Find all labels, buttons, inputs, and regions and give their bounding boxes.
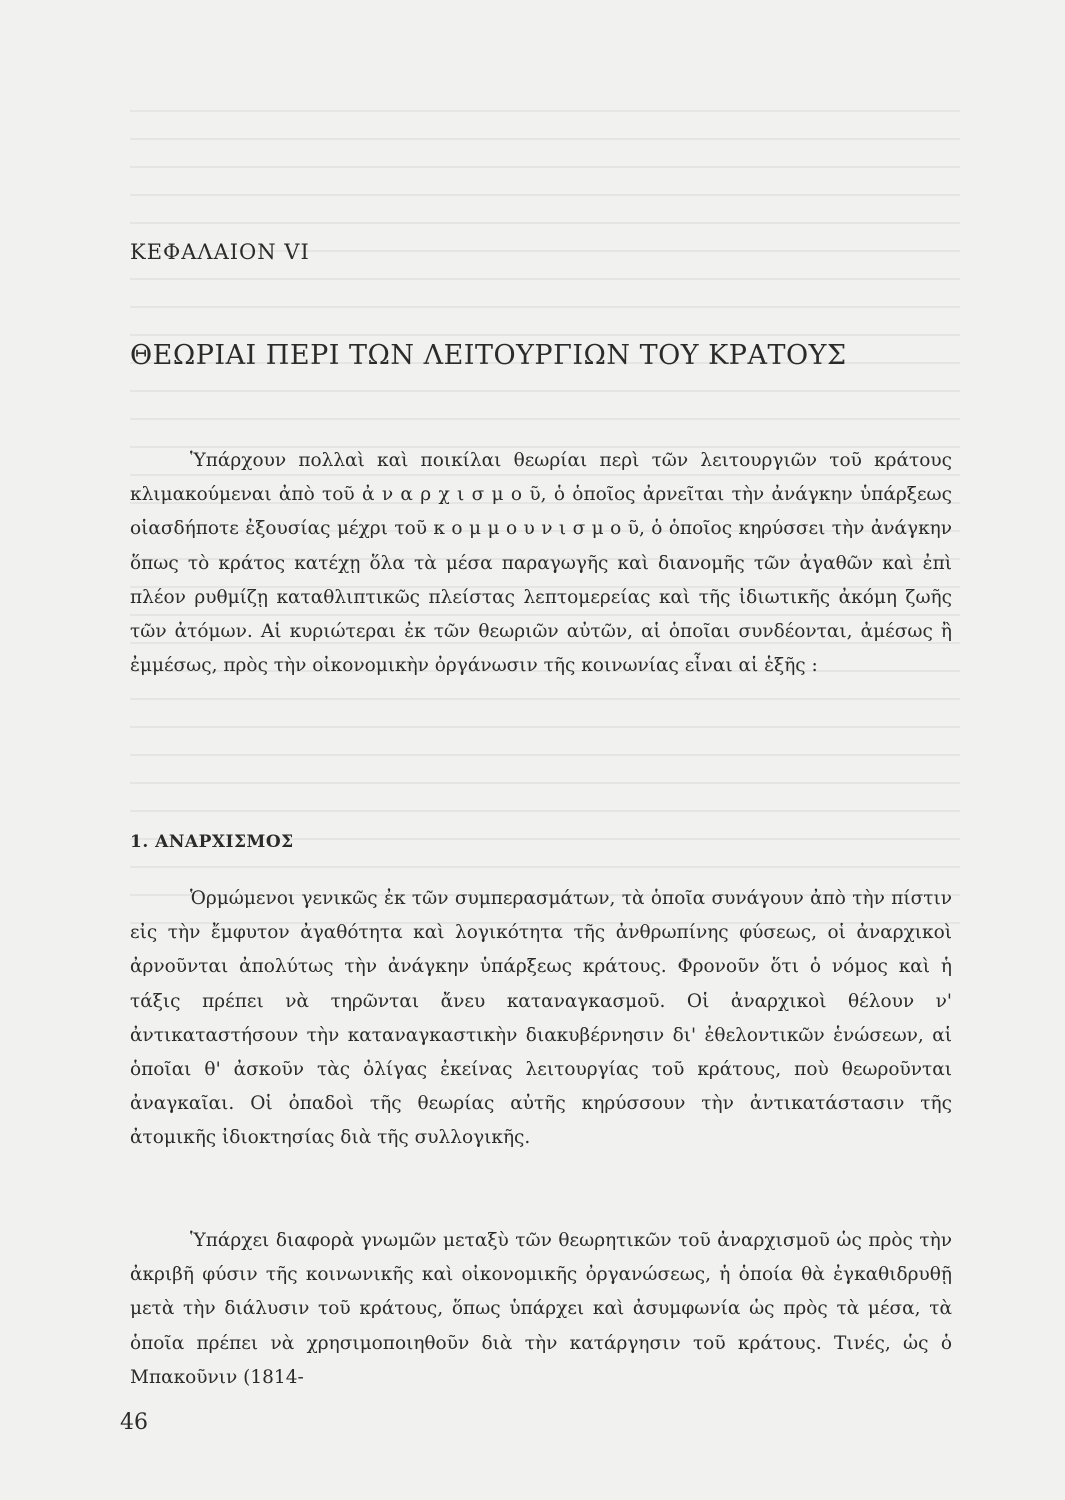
page-number: 46 xyxy=(120,1410,148,1435)
body-paragraph-1-text: Ὁρμώμενοι γενικῶς ἐκ τῶν συμπερασμάτων, τὰ ὁποῖα συνάγουν ἀπὸ τὴν πίστιν εἰς τὴν ἔμφυτον ἀγαθότητα καὶ λογικότητα τῆς ἀνθρωπίνης φύσεως, οἱ ἀναρχικοὶ ἀρνοῦνται ἀπολύτως τὴν ἀνάγκην ὑπάρξεως κράτους. Φρονοῦν ὅτι ὁ νόμος καὶ ἡ τάξις πρέπει νὰ τηρῶνται ἄνευ καταναγκασμοῦ. Οἱ ἀναρχικοὶ θέλουν ν' ἀντικαταστήσουν τὴν καταναγκαστικὴν διακυβέρνησιν δι' ἐθελοντικῶν ἑνώσεων, αἱ ὁποῖαι θ' ἀσκοῦν τὰς ὀλίγας ἐκείνας λειτουργίας τοῦ κράτους, ποὺ θεωροῦνται ἀναγκαῖαι. Οἱ ὀπαδοὶ τῆς θεωρίας αὐτῆς κηρύσσουν τὴν ἀντικατάστασιν τῆς ἀτομικῆς ἰδιοκτησίας διὰ τῆς συλλογικῆς. xyxy=(130,888,952,1149)
intro-paragraph xyxy=(130,444,952,683)
body-paragraph-1 xyxy=(130,882,952,1156)
intro-paragraph-text: Ὑπάρχουν πολλαὶ καὶ ποικίλαι θεωρίαι περὶ τῶν λειτουργιῶν τοῦ κράτους κλιμακούμεναι ἀπὸ τοῦ ἀ ν α ρ χ ι σ μ ο ῦ, ὁ ὁποῖος ἀρνεῖται τὴν ἀνάγκην ὑπάρξεως οἱασδήποτε ἐξουσίας μέχρι τοῦ κ ο μ μ ο υ ν ι σ μ ο ῦ, ὁ ὁποῖος κηρύσσει τὴν ἀνάγκην ὅπως τὸ κράτος κατέχῃ ὅλα τὰ μέσα παραγωγῆς καὶ διανομῆς τῶν ἀγαθῶν καὶ ἐπὶ πλέον ρυθμίζῃ καταθλιπτικῶς πλείστας λεπτομερείας καὶ τῆς ἰδιωτικῆς ἀκόμη ζωῆς τῶν ἀτόμων. Αἱ κυριώτεραι ἐκ τῶν θεωριῶν αὐτῶν, αἱ ὁποῖαι συνδέονται, ἀμέσως ἢ ἐμμέσως, πρὸς τὴν οἰκονομικὴν ὀργάνωσιν τῆς κοινωνίας εἶναι αἱ ἑξῆς : xyxy=(130,450,952,677)
section-heading: 1. ΑΝΑΡΧΙΣΜΟΣ xyxy=(130,832,294,852)
body-paragraph-2 xyxy=(130,1224,952,1395)
body-paragraph-2-text: Ὑπάρχει διαφορὰ γνωμῶν μεταξὺ τῶν θεωρητικῶν τοῦ ἀναρχισμοῦ ὡς πρὸς τὴν ἀκριβῆ φύσιν τῆς κοινωνικῆς καὶ οἰκονομικῆς ὀργανώσεως, ἡ ὁποία θὰ ἐγκαθιδρυθῇ μετὰ τὴν διάλυσιν τοῦ κράτους, ὅπως ὑπάρχει καὶ ἀσυμφωνία ὡς πρὸς τὰ μέσα, τὰ ὁποῖα πρέπει νὰ χρησιμοποιηθοῦν διὰ τὴν κατάργησιν τοῦ κράτους. Τινές, ὡς ὁ Μπακοῦνιν (1814- xyxy=(130,1230,952,1388)
chapter-label: ΚΕΦΑΛΑΙΟΝ VI xyxy=(130,240,310,264)
chapter-title: ΘΕΩΡΙΑΙ ΠΕΡΙ ΤΩΝ ΛΕΙΤΟΥΡΓΙΩΝ ΤΟΥ ΚΡΑΤΟΥΣ xyxy=(130,340,847,371)
